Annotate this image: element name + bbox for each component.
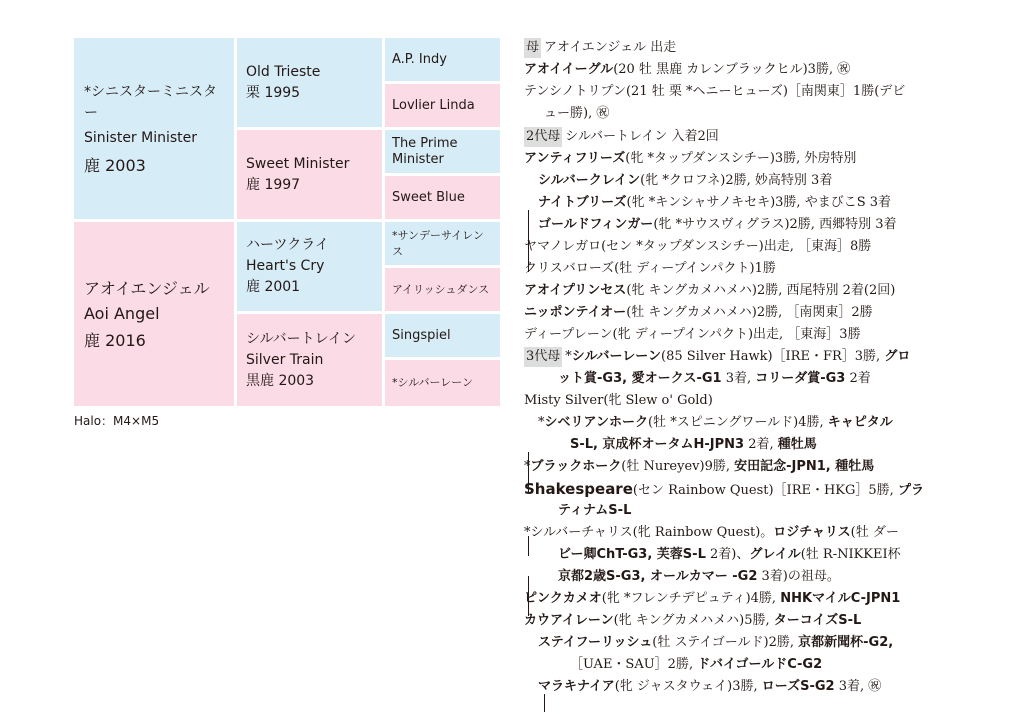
family-line-18 [538, 413, 893, 433]
g3-cell-2 [385, 84, 500, 127]
horse-name: ステイフーリッシュ [538, 635, 653, 650]
family-line-24 [558, 545, 901, 565]
horse-name: ナイトブリーズ [538, 195, 627, 210]
family-line-9 [538, 215, 896, 235]
g3-name-2: Lovlier Linda [392, 97, 475, 113]
horse-name: Shakespeare [524, 480, 633, 498]
section-label-2nd-dam: 2代母 [524, 127, 562, 147]
line-text: (牝 *サウスヴィグラス)2勝, 西郷特別 3着 [653, 217, 897, 232]
g3-name-5: *サンデーサイレンス [392, 228, 484, 258]
g3-name-1: A.P. Indy [392, 51, 447, 67]
dam-cell [74, 222, 234, 406]
g3-cell-1 [385, 38, 500, 81]
family-line-25 [558, 567, 840, 587]
line-text: (85 Silver Hawk)［IRE・FR］3勝, [661, 349, 885, 364]
dam-dam-name-jp: シルバートレイン [246, 330, 356, 347]
line-text: (牡 Nureyev)9勝, [621, 459, 735, 474]
dam-dam-cell [237, 314, 382, 406]
sire-dam-name: Sweet Minister [246, 155, 350, 172]
line-text: * [538, 415, 545, 430]
race-name: ドバイゴールドC-G2 [697, 657, 823, 672]
race-name: コリーダ賞-G3 [755, 371, 846, 386]
family-line-7 [538, 171, 832, 191]
g3-cell-5 [385, 222, 500, 265]
line-text: * [524, 459, 531, 474]
line-text: 3着, [721, 371, 756, 386]
dam-sire-cell [237, 222, 382, 311]
horse-name: ニッポンテイオー [524, 305, 627, 320]
race-name: プラ [897, 483, 924, 498]
line-text: ［UAE・SAU］2勝, [570, 657, 698, 672]
sire-cell [74, 38, 234, 219]
sire-sire-cell [237, 38, 382, 127]
line-text: (牝 キングカメハメハ)5勝, [613, 613, 774, 628]
family-line-6 [524, 149, 856, 169]
horse-name: アオイプリンセス [524, 283, 627, 298]
line-text: (牝 *クロフネ)2勝, 妙高特別 3着 [640, 173, 833, 188]
family-line-14: ディープレーン(牝 ディープインパクト)出走, ［東海］3勝 [524, 327, 861, 342]
line-text: (牝 *フレンチデピュティ)4勝, [601, 591, 781, 606]
horse-name: シルバークレイン [538, 173, 641, 188]
race-name: ローズS-G2 [761, 679, 835, 694]
g3-cell-6 [385, 268, 500, 311]
sire-sire-color-year: 栗 1995 [246, 84, 301, 101]
race-name: 京都新聞杯-G2, [798, 635, 894, 650]
line-text: * [565, 349, 572, 364]
horse-name: ブラックホーク [530, 459, 622, 474]
g3-name-7: Singspiel [392, 327, 451, 343]
family-line-28 [538, 633, 893, 653]
family-line-10: ヤマノレガロ(セン *タップダンスシチー)出走, ［東海］8勝 [524, 239, 872, 254]
horse-name: ロジチャリス [773, 525, 851, 540]
sire-name-en: Sinister Minister [84, 129, 198, 146]
family-line-20 [524, 457, 874, 477]
line-text: (20 牡 黒鹿 カレンブラックヒル)3勝, ㊗ [613, 62, 851, 77]
inbreeding-note: Halo：M4×M5 [74, 414, 160, 428]
family-line-26 [524, 589, 900, 609]
line-text: 2着, [744, 437, 778, 452]
family-line-16 [558, 369, 871, 389]
g3-name-4: Sweet Blue [392, 189, 465, 205]
race-name: 安田記念-JPN1, 種牡馬 [734, 459, 875, 474]
horse-name: アオイイーグル [524, 62, 614, 77]
line-text: 2着 [845, 371, 871, 386]
sire-color-year: 鹿 2003 [84, 155, 146, 175]
dam-name-en: Aoi Angel [84, 303, 160, 323]
horse-name: シルバーレーン [571, 349, 662, 364]
race-name: ット賞-G3, 愛オークス-G1 [558, 371, 722, 386]
line-text: 3着)の祖母。 [757, 569, 840, 584]
line-text: *シルバーチャリス(牝 Rainbow Quest)。 [524, 525, 774, 540]
section-label-3rd-dam: 3代母 [524, 347, 562, 367]
sire-dam-color-year: 鹿 1997 [246, 176, 301, 193]
family-line-29 [570, 655, 822, 675]
g3-name-8: *シルバーレーン [392, 376, 474, 389]
pedigree-table [74, 38, 500, 406]
family-line-17: Misty Silver(牝 Slew o' Gold) [524, 393, 713, 408]
line-text: (牡 キングカメハメハ)2勝, ［南関東］2勝 [626, 305, 873, 320]
race-name: キャピタル [827, 415, 893, 430]
family-line-22 [558, 501, 631, 521]
race-name: 種牡馬 [777, 437, 817, 452]
line-text: シルバートレイン 入着2回 [565, 129, 719, 144]
family-line-27 [524, 611, 861, 631]
family-line-13 [524, 303, 873, 323]
dam-color-year: 鹿 2016 [84, 330, 146, 350]
line-text: (牝 *キンシャサノキセキ)3勝, やまびこS 3着 [626, 195, 892, 210]
dam-name-jp: アオイエンジェル [84, 278, 210, 298]
line-text: 3着, ㊗ [834, 679, 882, 694]
family-line-19 [570, 435, 817, 455]
sire-sire-name: Old Trieste [246, 63, 321, 80]
horse-name: カウアイレーン [524, 613, 614, 628]
family-line-11: クリスバローズ(牡 ディープインパクト)1勝 [524, 261, 776, 276]
family-line-30 [538, 677, 881, 697]
g3-cell-4 [385, 176, 500, 219]
sire-name-jp: *シニスターミニスター [84, 83, 217, 121]
horse-name: マラキナイア [538, 679, 615, 694]
family-line-12 [524, 281, 895, 301]
line-text: (牡 R-NIKKEI杯 [800, 547, 901, 562]
line-text: (牡 ステイゴールド)2勝, [652, 635, 799, 650]
family-line-8 [538, 193, 891, 213]
g3-cell-8 [385, 360, 500, 406]
line-text: (牡 *スピニングワールド)4勝, [647, 415, 828, 430]
family-line-2 [524, 60, 850, 80]
section-label-dam: 母 [524, 38, 541, 58]
line-text: (牝 *タップダンスシチー)3勝, 外房特別 [625, 151, 857, 166]
horse-name: アンティフリーズ [524, 151, 626, 166]
dam-dam-color-year: 黒鹿 2003 [246, 372, 315, 389]
horse-name: ピンクカメオ [524, 591, 602, 606]
race-name: NHKマイルC-JPN1 [780, 591, 901, 606]
horse-name: シベリアンホーク [544, 415, 648, 430]
race-name: ティナムS-L [558, 503, 632, 518]
sire-dam-cell [237, 130, 382, 219]
g3-name-3: The Prime Minister [392, 135, 458, 167]
g3-name-6: アイリッシュダンス [392, 282, 490, 296]
family-line-21 [524, 479, 924, 501]
dam-sire-color-year: 鹿 2001 [246, 279, 301, 295]
line-text: (牝 ジャスタウェイ)3勝, [614, 679, 762, 694]
dam-dam-name-en: Silver Train [246, 351, 324, 368]
horse-name: グレイル [749, 547, 801, 562]
family-line-15 [524, 347, 910, 367]
line-text: (牝 キングカメハメハ)2勝, 西尾特別 2着(2回) [626, 283, 896, 298]
line-text: 2着)、 [705, 547, 750, 562]
line-text: アオイエンジェル 出走 [544, 40, 677, 55]
g3-cell-3 [385, 130, 500, 173]
race-name: S-L, 京成杯オータムH-JPN3 [570, 437, 745, 452]
race-name: 京都2歳S-G3, オールカマー -G2 [558, 569, 758, 584]
family-line-4: ュー勝), ㊗ [544, 106, 610, 121]
family-line-23 [524, 523, 899, 543]
horse-name: ゴールドフィンガー [538, 217, 654, 232]
g3-cell-7 [385, 314, 500, 357]
race-name: グロ [884, 349, 911, 364]
family-line-5 [524, 127, 719, 147]
line-text: (セン Rainbow Quest)［IRE・HKG］5勝, [632, 483, 898, 498]
race-name: ターコイズS-L [773, 613, 862, 628]
line-text: (牡 ダー [850, 525, 899, 540]
family-line-1 [524, 38, 676, 58]
dam-sire-name-en: Heart's Cry [246, 258, 325, 274]
race-name: ビー卿ChT-G3, 芙蓉S-L [558, 547, 706, 562]
dam-sire-name-jp: ハーツクライ [246, 237, 329, 253]
family-line-3: テンシノトリプン(21 牡 栗 *ヘニーヒューズ)［南関東］1勝(デビ [524, 84, 906, 99]
